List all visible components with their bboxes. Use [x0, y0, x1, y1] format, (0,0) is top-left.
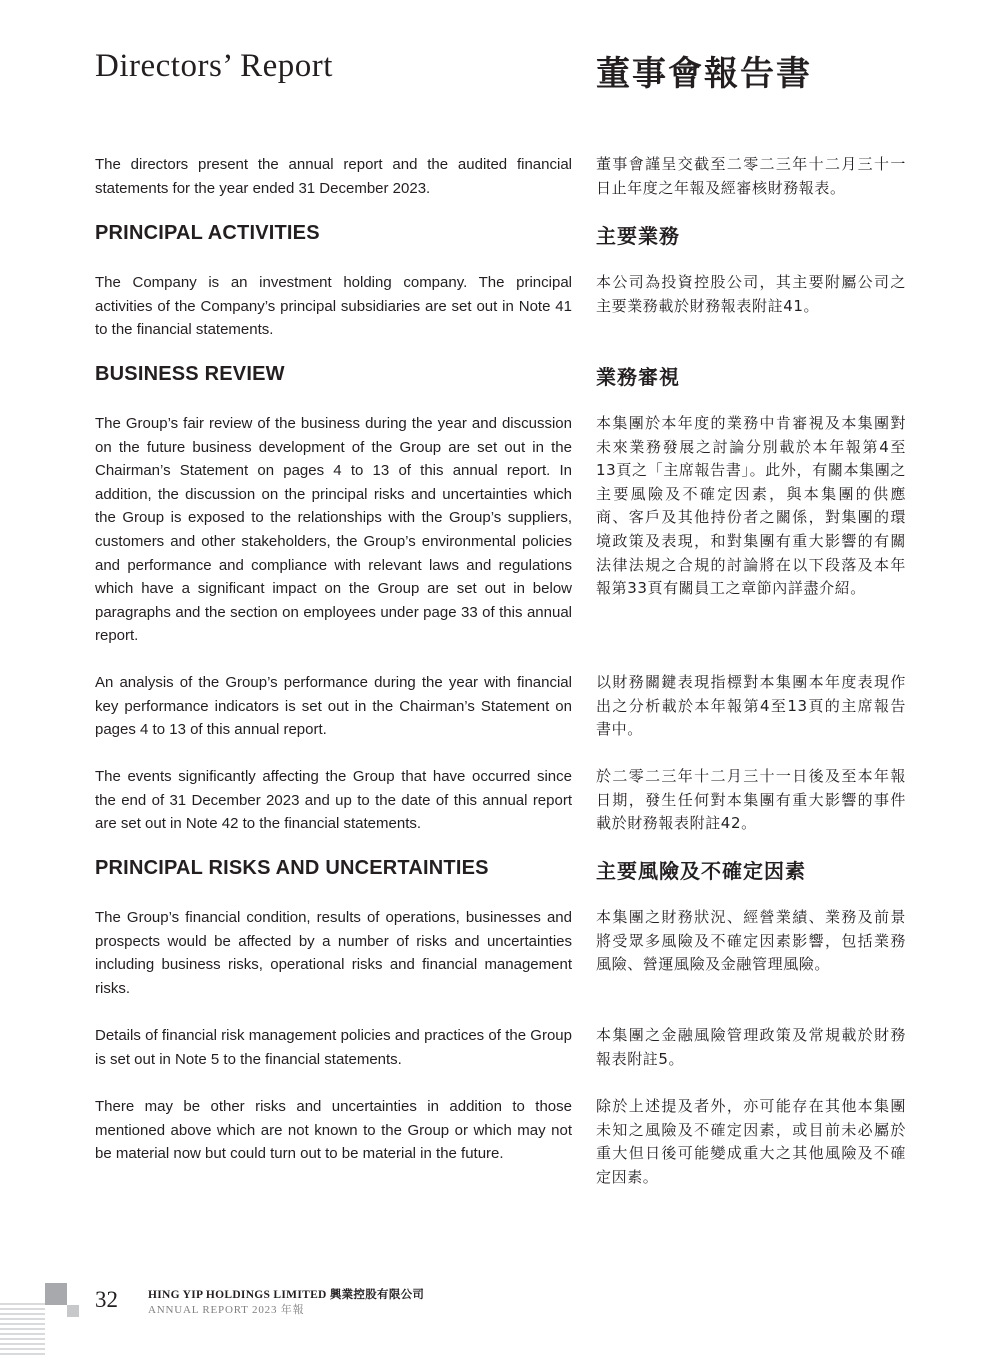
risks-paragraph-1-en: The Group’s financial condition, results of operations, businesses and prospects would be affected by a number of risks and uncertainties including business risks, operational risks and financial management risks.	[95, 909, 572, 997]
page-number: 32	[95, 1287, 118, 1312]
risks-paragraph-3-en: There may be other risks and uncertainties in addition to those mentioned above which are not known to the Group or which may not be material now but could turn out to be material in the future.	[95, 1098, 572, 1163]
footer-decoration	[0, 1283, 82, 1357]
business-review-heading-zh: 業務審視	[596, 365, 680, 389]
principal-activities-heading-en: PRINCIPAL ACTIVITIES	[95, 222, 320, 244]
intro-paragraph-zh: 董事會謹呈交截至二零二三年十二月三十一日止年度之年報及經審核財務報表。	[596, 155, 906, 197]
principal-activities-paragraph-en: The Company is an investment holding company. The principal activities of the Company’s principal subsidiaries are set out in Note 41 to the financial statements.	[95, 274, 572, 339]
footer-company-name: HING YIP HOLDINGS LIMITED 興業控股有限公司	[148, 1289, 425, 1301]
page-title-en: Directors’ Report	[95, 48, 333, 84]
principal-activities-paragraph-zh: 本公司為投資控股公司，其主要附屬公司之主要業務載於財務報表附註41。	[596, 273, 906, 315]
business-review-paragraph-3-en: The events significantly affecting the Group that have occurred since the end of 31 December 2023 and up to the date of this annual report are set out in Note 42 to the financial statements.	[95, 768, 572, 833]
business-review-paragraph-2-en: An analysis of the Group’s performance during the year with financial key performance indicators is set out in the Chairman’s Statement on pages 4 to 13 of this annual report.	[95, 674, 572, 739]
business-review-paragraph-2-zh: 以財務關鍵表現指標對本集團本年度表現作出之分析載於本年報第4至13頁的主席報告書中。	[596, 673, 906, 739]
principal-risks-heading-zh: 主要風險及不確定因素	[596, 859, 806, 883]
risks-paragraph-2-en: Details of financial risk management policies and practices of the Group is set out in Note 5 to the financial statements.	[95, 1027, 572, 1068]
principal-risks-heading-en: PRINCIPAL RISKS AND UNCERTAINTIES	[95, 857, 489, 879]
risks-paragraph-2-zh: 本集團之金融風險管理政策及常規載於財務報表附註5。	[596, 1026, 906, 1068]
business-review-heading-en: BUSINESS REVIEW	[95, 363, 285, 385]
risks-paragraph-3-zh: 除於上述提及者外，亦可能存在其他本集團未知之風險及不確定因素，或目前未必屬於重大但日後可能變成重大之其他風險及不確定因素。	[596, 1097, 906, 1186]
business-review-paragraph-3-zh: 於二零二三年十二月三十一日後及至本年報日期，發生任何對本集團有重大影響的事件載於財務報表附註42。	[596, 767, 906, 833]
business-review-paragraph-1-en: The Group’s fair review of the business during the year and discussion on the future business development of the Group are set out in the Chairman’s Statement on pages 4 to 13 of this annual report. In addition, the discussion on the principal risks and uncertainties which the Group is exposed to the relationships with the Group’s suppliers, customers and other stakeholders, the Group’s environmental policies and performance and compliance with relevant laws and regulations which have a significant impact on the Group are set out in below paragraphs and the section on employees under page 33 of this annual report.	[95, 415, 572, 645]
business-review-paragraph-1-zh: 本集團於本年度的業務中肯審視及本集團對未來業務發展之討論分別載於本年報第4至13頁之「主席報告書」。此外，有關本集團之主要風險及不確定因素，與本集團的供應商、客戶及其他持份者之關係，對集團的環境政策及表現，和對集團有重大影響的有關法律法規之合規的討論將在以下段落及本年報第33頁有關員工之章節內詳盡介紹。	[596, 414, 906, 598]
footer-report-title: ANNUAL REPORT 2023 年報	[148, 1304, 305, 1316]
page-title-zh: 董事會報告書	[596, 54, 812, 94]
risks-paragraph-1-zh: 本集團之財務狀況、經營業績、業務及前景將受眾多風險及不確定因素影響，包括業務風險、營運風險及金融管理風險。	[596, 908, 906, 974]
principal-activities-heading-zh: 主要業務	[596, 224, 680, 248]
intro-paragraph-en: The directors present the annual report and the audited financial statements for the year ended 31 December 2023.	[95, 156, 572, 197]
